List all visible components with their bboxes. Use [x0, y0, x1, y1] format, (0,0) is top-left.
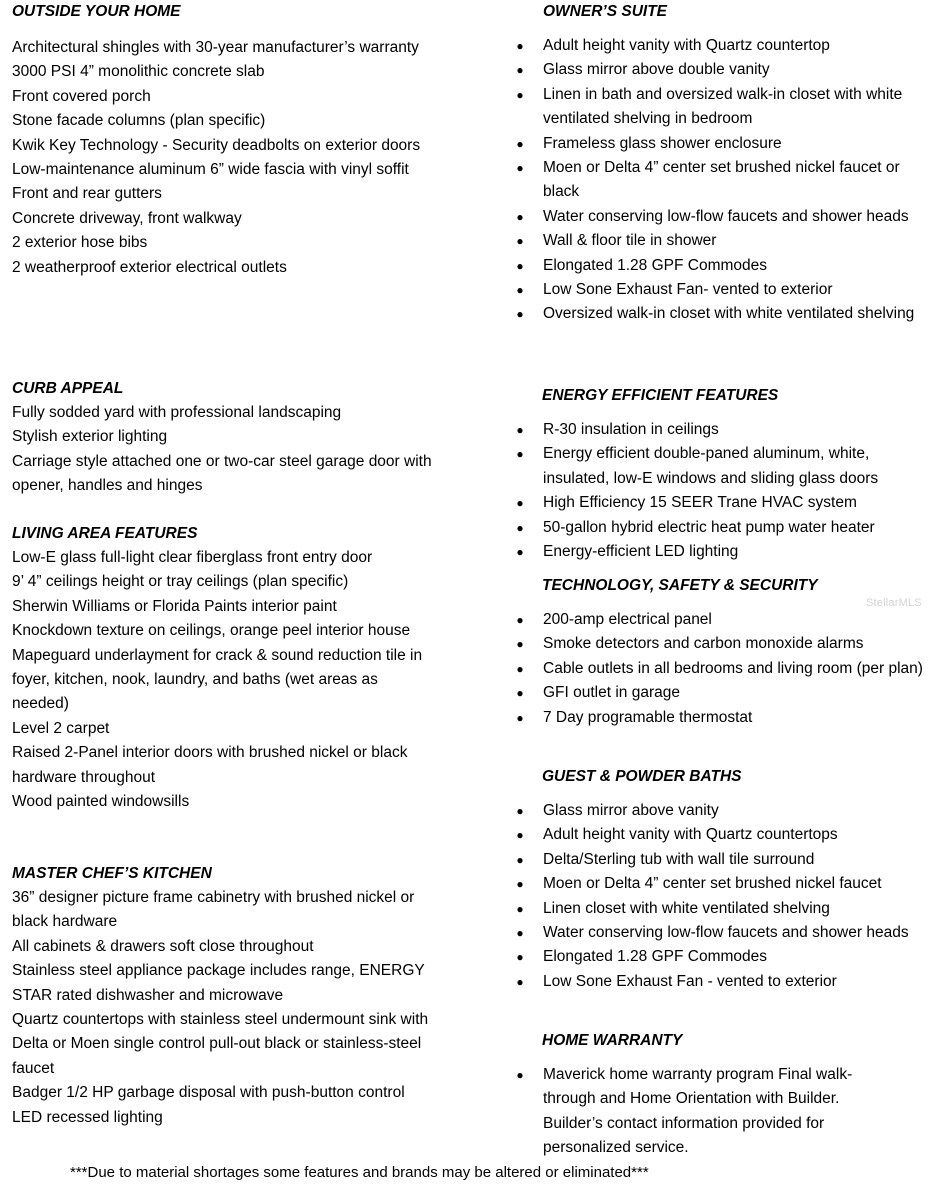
section-technology-safety-security	[513, 574, 923, 730]
feature-item	[513, 254, 923, 278]
section-heading: TECHNOLOGY, SAFETY & SECURITY	[542, 577, 818, 594]
feature-item: Carriage style attached one or two-car steel garage door with opener, handles and hinges	[12, 452, 432, 495]
feature-item	[513, 442, 923, 491]
watermark: StellarMLS	[866, 597, 922, 609]
feature-item	[513, 848, 923, 872]
feature-item	[513, 34, 923, 58]
feature-text: Linen closet with white ventilated shelving	[543, 899, 830, 917]
feature-item: 9’ 4” ceilings height or tray ceilings (plan specific)	[12, 573, 349, 591]
bullet-icon: ●	[516, 828, 524, 843]
bullet-icon: ●	[516, 447, 524, 462]
bullet-icon: ●	[516, 258, 524, 273]
section-heading: HOME WARRANTY	[542, 1032, 683, 1049]
bullet-icon: ●	[516, 496, 524, 511]
feature-text: Oversized walk-in closet with white ventilated shelving	[543, 305, 915, 323]
feature-text: GFI outlet in garage	[543, 684, 680, 702]
feature-text: 50-gallon hybrid electric heat pump water heater	[543, 518, 875, 536]
section-heading: LIVING AREA FEATURES	[12, 525, 198, 542]
feature-item: Raised 2-Panel interior doors with brushed nickel or black hardware throughout	[12, 744, 408, 786]
feature-text: Smoke detectors and carbon monoxide alarms	[543, 635, 864, 653]
feature-item: Concrete driveway, front walkway	[12, 209, 242, 227]
bullet-icon: ●	[516, 804, 524, 818]
feature-list	[513, 34, 923, 327]
feature-item: Architectural shingles with 30-year manufacturer’s warranty	[12, 39, 419, 56]
feature-item	[513, 156, 923, 205]
feature-item: Kwik Key Technology - Security deadbolts on exterior doors	[12, 136, 421, 154]
feature-item	[513, 706, 923, 730]
section-heading: OWNER’S SUITE	[543, 3, 668, 20]
feature-item: Quartz countertops with stainless steel undermount sink with Delta or Moen single control pull-out black or stainless-steel faucet	[12, 1011, 429, 1077]
feature-list	[12, 401, 442, 499]
bullet-icon: ●	[516, 423, 524, 437]
section-heading: CURB APPEAL	[12, 380, 124, 397]
feature-item: All cabinets & drawers soft close throughout	[12, 937, 314, 955]
bullet-icon: ●	[516, 926, 524, 941]
section-guest-powder-baths	[513, 765, 923, 994]
feature-text: Wall & floor tile in shower	[543, 232, 717, 250]
feature-item	[513, 897, 923, 921]
feature-text: Energy efficient double-paned aluminum, white, insulated, low-E windows and sliding glass doors	[543, 445, 879, 487]
feature-list	[513, 1063, 893, 1161]
feature-list	[12, 546, 432, 814]
feature-item: LED recessed lighting	[12, 1108, 163, 1126]
feature-item	[513, 872, 923, 896]
bullet-icon: ●	[516, 852, 524, 867]
bullet-icon: ●	[516, 637, 524, 652]
feature-list	[12, 886, 432, 1130]
feature-item: Stainless steel appliance package includes range, ENERGY STAR rated dishwasher and microwave	[12, 962, 425, 1004]
section-curb-appeal	[12, 377, 442, 499]
feature-text: Glass mirror above vanity	[543, 802, 719, 819]
bullet-icon: ●	[516, 661, 524, 676]
feature-item: Knockdown texture on ceilings, orange peel interior house	[12, 622, 411, 640]
feature-item	[513, 1063, 893, 1161]
footer-disclaimer: ***Due to material shortages some features and brands may be altered or eliminated***	[70, 1164, 649, 1181]
feature-item: Front covered porch	[12, 87, 151, 105]
feature-text: Moen or Delta 4” center set brushed nickel faucet or black	[543, 159, 900, 201]
section-heading: MASTER CHEF’S KITCHEN	[12, 865, 212, 882]
feature-item: Fully sodded yard with professional landscaping	[12, 404, 342, 421]
section-living-area-features	[12, 522, 432, 814]
feature-item	[513, 608, 923, 632]
bullet-icon: ●	[516, 950, 524, 965]
feature-item	[513, 632, 923, 656]
feature-item: 2 weatherproof exterior electrical outlets	[12, 258, 287, 276]
feature-item: Sherwin Williams or Florida Paints interior paint	[12, 597, 337, 615]
feature-list	[12, 36, 442, 280]
feature-item	[513, 945, 923, 969]
bullet-icon: ●	[516, 234, 524, 249]
bullet-icon: ●	[516, 686, 524, 701]
feature-text: Water conserving low-flow faucets and shower heads	[543, 924, 909, 942]
section-heading: OUTSIDE YOUR HOME	[12, 3, 181, 20]
feature-list	[513, 799, 923, 994]
bullet-icon: ●	[516, 307, 524, 322]
feature-item: Front and rear gutters	[12, 185, 162, 203]
bullet-icon: ●	[516, 710, 524, 725]
feature-item	[513, 540, 923, 564]
feature-item	[513, 657, 923, 681]
feature-text: Adult height vanity with Quartz countertops	[543, 826, 838, 844]
bullet-icon: ●	[516, 283, 524, 298]
feature-item: Stylish exterior lighting	[12, 428, 168, 446]
feature-item	[513, 516, 923, 540]
feature-item	[513, 799, 923, 823]
feature-item	[513, 302, 923, 326]
feature-list	[513, 608, 923, 730]
bullet-icon: ●	[516, 877, 524, 892]
feature-item	[513, 132, 923, 156]
feature-text: High Efficiency 15 SEER Trane HVAC system	[543, 494, 857, 512]
feature-list	[513, 418, 923, 564]
feature-text: Cable outlets in all bedrooms and living room (per plan)	[543, 659, 923, 677]
feature-text: 200-amp electrical panel	[543, 611, 712, 628]
bullet-icon: ●	[516, 974, 524, 989]
feature-item	[513, 58, 923, 82]
section-master-chefs-kitchen	[12, 862, 432, 1130]
section-owners-suite	[513, 0, 923, 327]
bullet-icon: ●	[516, 1068, 524, 1082]
feature-item	[513, 681, 923, 705]
feature-item: 36” designer picture frame cabinetry with brushed nickel or black hardware	[12, 889, 415, 931]
feature-item: 3000 PSI 4” monolithic concrete slab	[12, 63, 265, 81]
bullet-icon: ●	[516, 39, 524, 53]
feature-item: Low-maintenance aluminum 6” wide fascia with vinyl soffit	[12, 161, 409, 179]
bullet-icon: ●	[516, 209, 524, 224]
bullet-icon: ●	[516, 545, 524, 560]
feature-item	[513, 278, 923, 302]
feature-text: Glass mirror above double vanity	[543, 61, 770, 79]
feature-item	[513, 418, 923, 442]
feature-item	[513, 970, 923, 994]
feature-text: Low Sone Exhaust Fan - vented to exterior	[543, 972, 837, 990]
section-outside-your-home	[12, 0, 442, 280]
feature-text: Adult height vanity with Quartz countertop	[543, 37, 830, 54]
feature-item	[513, 205, 923, 229]
feature-text: Moen or Delta 4” center set brushed nickel faucet	[543, 875, 882, 893]
feature-text: R-30 insulation in ceilings	[543, 421, 719, 438]
section-heading: GUEST & POWDER BATHS	[542, 768, 742, 785]
feature-text: Energy-efficient LED lighting	[543, 543, 739, 561]
feature-text: Delta/Sterling tub with wall tile surround	[543, 850, 815, 868]
feature-item	[513, 921, 923, 945]
section-heading: ENERGY EFFICIENT FEATURES	[542, 387, 779, 404]
bullet-icon: ●	[516, 901, 524, 916]
feature-text: Low Sone Exhaust Fan- vented to exterior	[543, 281, 833, 299]
feature-item: Badger 1/2 HP garbage disposal with push-button control	[12, 1084, 405, 1102]
section-energy-efficient-features	[513, 384, 923, 564]
feature-text: Linen in bath and oversized walk-in closet with white ventilated shelving in bedroom	[543, 85, 903, 128]
feature-item: 2 exterior hose bibs	[12, 234, 148, 252]
feature-text: 7 Day programable thermostat	[543, 708, 753, 726]
feature-item: Low-E glass full-light clear fiberglass front entry door	[12, 549, 373, 566]
feature-text: Elongated 1.28 GPF Commodes	[543, 948, 768, 966]
feature-item	[513, 229, 923, 253]
feature-item: Wood painted windowsills	[12, 793, 190, 811]
feature-text: Water conserving low-flow faucets and shower heads	[543, 207, 909, 225]
feature-text: Frameless glass shower enclosure	[543, 134, 782, 152]
feature-item	[513, 823, 923, 847]
feature-item: Level 2 carpet	[12, 719, 110, 737]
bullet-icon: ●	[516, 136, 524, 151]
feature-item	[513, 83, 923, 132]
bullet-icon: ●	[516, 520, 524, 535]
feature-text: Elongated 1.28 GPF Commodes	[543, 256, 768, 274]
feature-item	[513, 491, 923, 515]
bullet-icon: ●	[516, 87, 524, 102]
feature-item: Mapeguard underlayment for crack & sound reduction tile in foyer, kitchen, nook, laundry, and baths (wet areas as needed)	[12, 646, 423, 713]
bullet-icon: ●	[516, 161, 524, 176]
section-home-warranty	[513, 1029, 893, 1161]
feature-item: Stone facade columns (plan specific)	[12, 112, 266, 130]
bullet-icon: ●	[516, 63, 524, 78]
feature-text: Maverick home warranty program Final walk-through and Home Orientation with Builder. Builder’s contact information provided for personalized service.	[543, 1066, 853, 1157]
bullet-icon: ●	[516, 613, 524, 627]
